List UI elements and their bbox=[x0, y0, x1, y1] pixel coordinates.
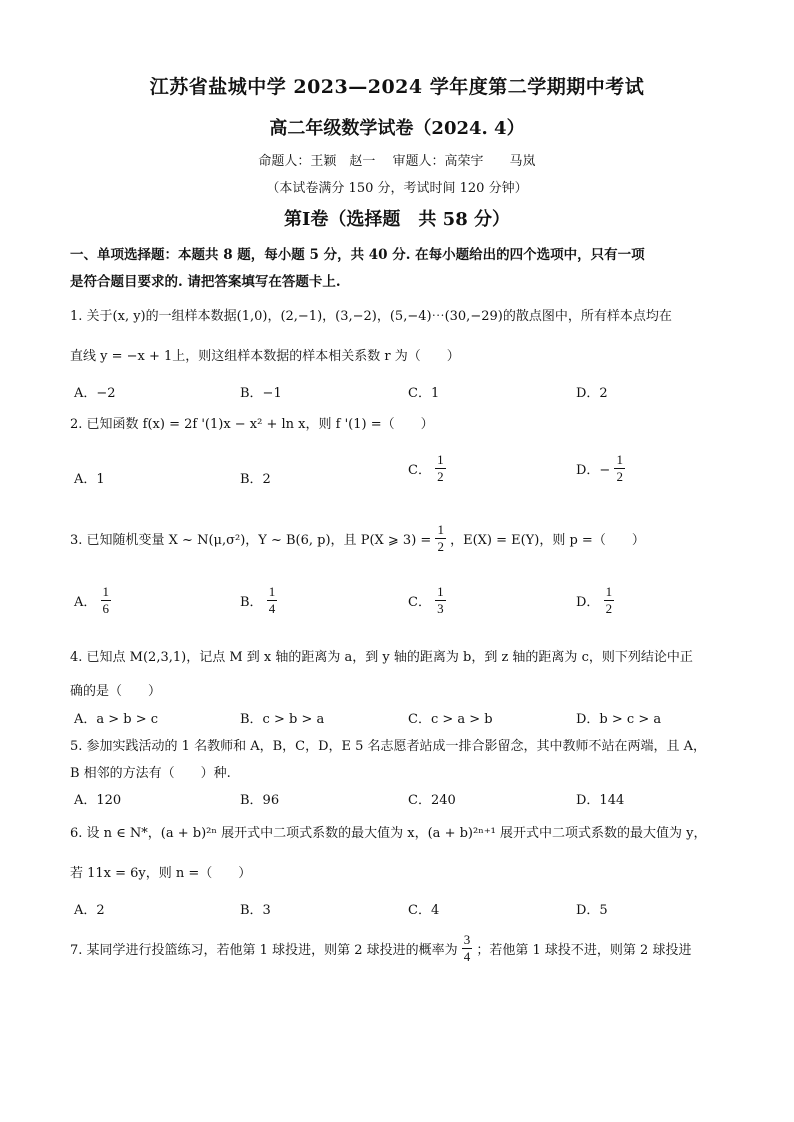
q2-option-a: A．1 bbox=[74, 472, 105, 487]
q2-option-d-fraction bbox=[614, 452, 625, 485]
q3-text-part-b: ，E(X) = E(Y)，则 p =（ ） bbox=[450, 533, 645, 548]
q3-option-a-fraction bbox=[101, 584, 112, 617]
q3-option-c-fraction bbox=[435, 584, 446, 617]
q2-option-c-den: 2 bbox=[437, 469, 444, 484]
q3-option-b-den: 4 bbox=[268, 601, 276, 616]
q2-option-d bbox=[576, 452, 625, 485]
q3-option-b bbox=[240, 584, 277, 617]
q2-option-b: B．2 bbox=[240, 472, 271, 487]
q6-option-b: B．3 bbox=[240, 903, 271, 918]
q7-prob-den: 4 bbox=[463, 949, 471, 964]
q2-option-d-den: 2 bbox=[616, 469, 623, 484]
q3-option-d-num: 1 bbox=[605, 584, 613, 599]
q5-option-c: C．240 bbox=[408, 793, 456, 808]
q1-option-a: A．−2 bbox=[74, 386, 116, 401]
q4-option-a: A．a > b > c bbox=[74, 712, 159, 727]
part1-instructions-line1: 一、单项选择题：本题共 8 题，每小题 5 分，共 40 分. 在每小题给出的四个选项中，只有一项 bbox=[70, 247, 645, 263]
q2-option-c-num: 1 bbox=[437, 452, 444, 467]
q2-option-c-fraction bbox=[435, 452, 446, 485]
q5-text-line2: B 相邻的方法有（ ）种. bbox=[70, 766, 231, 781]
q7-prob-num: 3 bbox=[463, 932, 471, 947]
q5-option-b: B．96 bbox=[240, 793, 280, 808]
q3-option-d-fraction bbox=[604, 584, 615, 617]
q1-option-c: C．1 bbox=[408, 386, 440, 401]
q7-text-part-b: ；若他第 1 球投不进，则第 2 球投进 bbox=[476, 943, 692, 958]
q2-option-d-label: D．− bbox=[576, 463, 611, 478]
exam-subtitle: 高二年级数学试卷（2024. 4） bbox=[269, 118, 525, 139]
q6-option-c: C．4 bbox=[408, 903, 440, 918]
section-title: 第Ⅰ卷（选择题 共 58 分） bbox=[283, 209, 510, 230]
authors-line: 命题人：王颖 赵一 审题人：高荣宇 马岚 bbox=[258, 154, 536, 169]
q3-probability-fraction bbox=[435, 522, 446, 555]
q1-option-b: B．−1 bbox=[240, 386, 282, 401]
q3-option-c-label: C． bbox=[408, 595, 431, 610]
q3-option-d bbox=[576, 584, 614, 617]
part1-instructions-line2: 是符合题目要求的. 请把答案填写在答题卡上. bbox=[70, 274, 341, 290]
q1-option-d: D．2 bbox=[576, 386, 608, 401]
q3-option-a-label: A． bbox=[74, 595, 97, 610]
q1-text-line1: 1. 关于(x, y)的一组样本数据(1,0)，(2,−1)，(3,−2)，(5,−4)⋯(30,−29)的散点图中，所有样本点均在 bbox=[70, 309, 672, 324]
q3-text-line1 bbox=[70, 522, 645, 555]
exam-info-line: （本试卷满分 150 分，考试时间 120 分钟） bbox=[266, 181, 528, 196]
q5-option-d: D．144 bbox=[576, 793, 625, 808]
q2-option-c-label: C． bbox=[408, 463, 431, 478]
q4-text-line1: 4. 已知点 M(2,3,1)，记点 M 到 x 轴的距离为 a，到 y 轴的距离为 b，到 z 轴的距离为 c，则下列结论中正 bbox=[70, 650, 693, 665]
q1-text-line2: 直线 y = −x + 1上，则这组样本数据的样本相关系数 r 为（ ） bbox=[70, 349, 460, 364]
q3-option-b-label: B． bbox=[240, 595, 263, 610]
q5-option-a: A．120 bbox=[74, 793, 122, 808]
q3-option-d-label: D． bbox=[576, 595, 600, 610]
q3-option-b-num: 1 bbox=[268, 584, 276, 599]
q3-option-c-den: 3 bbox=[437, 601, 444, 616]
q4-option-d: D．b > c > a bbox=[576, 712, 662, 727]
exam-title: 江苏省盐城中学 2023—2024 学年度第二学期期中考试 bbox=[149, 76, 645, 98]
q2-option-c bbox=[408, 452, 446, 485]
q7-probability-fraction bbox=[462, 932, 473, 965]
q3-prob-num: 1 bbox=[437, 522, 444, 537]
q4-option-c: C．c > a > b bbox=[408, 712, 493, 727]
q7-text-part-a: 7. 某同学进行投篮练习，若他第 1 球投进，则第 2 球投进的概率为 bbox=[70, 943, 458, 958]
q6-text-line1: 6. 设 n ∈ N*，(a + b)²ⁿ 展开式中二项式系数的最大值为 x，(a + b)²ⁿ⁺¹ 展开式中二项式系数的最大值为 y， bbox=[70, 826, 707, 841]
q2-option-d-num: 1 bbox=[616, 452, 623, 467]
q6-text-line2: 若 11x = 6y，则 n =（ ） bbox=[70, 866, 252, 881]
q6-option-a: A．2 bbox=[74, 903, 105, 918]
q3-option-a-num: 1 bbox=[102, 584, 110, 599]
q3-option-d-den: 2 bbox=[605, 601, 613, 616]
q3-text-part-a: 3. 已知随机变量 X ~ N(μ,σ²)，Y ~ B(6, p)，且 P(X ⩾ 3) = bbox=[70, 533, 432, 548]
q3-option-a bbox=[74, 584, 111, 617]
q3-option-c bbox=[408, 584, 446, 617]
q4-option-b: B．c > b > a bbox=[240, 712, 325, 727]
q2-text-line1: 2. 已知函数 f(x) = 2f '(1)x − x² + ln x，则 f '(1) =（ ） bbox=[70, 417, 434, 432]
q5-text-line1: 5. 参加实践活动的 1 名教师和 A，B，C，D，E 5 名志愿者站成一排合影留念，其中教师不站在两端，且 A， bbox=[70, 739, 707, 754]
q3-option-a-den: 6 bbox=[102, 601, 110, 616]
q3-option-b-fraction bbox=[267, 584, 278, 617]
q4-text-line2: 确的是（ ） bbox=[70, 684, 162, 699]
q3-option-c-num: 1 bbox=[437, 584, 444, 599]
q7-text-line1 bbox=[70, 932, 691, 965]
q6-option-d: D．5 bbox=[576, 903, 608, 918]
q3-prob-den: 2 bbox=[437, 539, 444, 554]
